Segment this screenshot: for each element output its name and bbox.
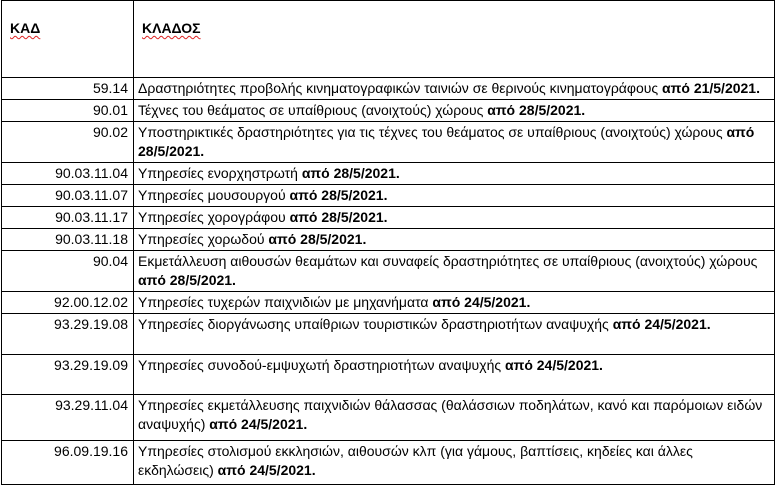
header-code: ΚΑΔ bbox=[2, 1, 134, 78]
table-row bbox=[2, 163, 775, 185]
row-description: Υπηρεσίες ενορχηστρωτή από 28/5/2021. bbox=[134, 163, 775, 185]
row-code: 92.00.12.02 bbox=[2, 292, 134, 314]
row-description: Υπηρεσίες συνοδού-εμψυχωτή δραστηριοτήτων αναψυχής από 24/5/2021. bbox=[134, 355, 775, 395]
row-code: 90.03.11.07 bbox=[2, 185, 134, 207]
header-row bbox=[2, 1, 775, 78]
row-code: 93.29.11.04 bbox=[2, 395, 134, 441]
table-row bbox=[2, 314, 775, 355]
row-description: Εκμετάλλευση αιθουσών θεαμάτων και συναφείς δραστηριότητες σε υπαίθριους (ανοιχτούς) χώρους από 28/5/2021. bbox=[134, 251, 775, 292]
row-description: Υπηρεσίες χορογράφου από 28/5/2021. bbox=[134, 207, 775, 229]
table-row bbox=[2, 292, 775, 314]
table-row bbox=[2, 78, 775, 100]
row-description: Υπηρεσίες χορωδού από 28/5/2021. bbox=[134, 229, 775, 251]
row-code: 90.04 bbox=[2, 251, 134, 292]
row-code: 90.03.11.18 bbox=[2, 229, 134, 251]
table-row bbox=[2, 122, 775, 163]
row-description: Υπηρεσίες στολισμού εκκλησιών, αιθουσών κλπ (για γάμους, βαπτίσεις, κηδείες και άλλες εκδηλώσεις) από 24/5/2021. bbox=[134, 441, 775, 485]
row-description: Υπηρεσίες τυχερών παιχνιδιών με μηχανήματα από 24/5/2021. bbox=[134, 292, 775, 314]
row-description: Δραστηριότητες προβολής κινηματογραφικών ταινιών σε θερινούς κινηματογράφους από 21/5/2021. bbox=[134, 78, 775, 100]
table-row bbox=[2, 251, 775, 292]
table-row bbox=[2, 441, 775, 485]
table-row bbox=[2, 355, 775, 395]
row-description: Τέχνες του θεάματος σε υπαίθριους (ανοιχτούς) χώρους από 28/5/2021. bbox=[134, 100, 775, 122]
row-description: Υπηρεσίες μουσουργού από 28/5/2021. bbox=[134, 185, 775, 207]
row-code: 90.02 bbox=[2, 122, 134, 163]
row-description: Υπηρεσίες εκμετάλλευσης παιχνιδιών θάλασσας (θαλάσσιων ποδηλάτων, κανό και παρόμοιων ειδών αναψυχής) από 24/5/2021. bbox=[134, 395, 775, 441]
sectors-table bbox=[1, 0, 775, 485]
row-description: Υποστηρικτικές δραστηριότητες για τις τέχνες του θεάματος σε υπαίθριους (ανοιχτούς) χώρους από 28/5/2021. bbox=[134, 122, 775, 163]
row-code: 93.29.19.09 bbox=[2, 355, 134, 395]
table-row bbox=[2, 100, 775, 122]
row-code: 90.03.11.04 bbox=[2, 163, 134, 185]
table-row bbox=[2, 395, 775, 441]
table-row bbox=[2, 185, 775, 207]
row-code: 90.03.11.17 bbox=[2, 207, 134, 229]
table-row bbox=[2, 229, 775, 251]
row-code: 90.01 bbox=[2, 100, 134, 122]
table-row bbox=[2, 207, 775, 229]
row-description: Υπηρεσίες διοργάνωσης υπαίθριων τουριστικών δραστηριοτήτων αναψυχής από 24/5/2021. bbox=[134, 314, 775, 355]
row-code: 59.14 bbox=[2, 78, 134, 100]
row-code: 96.09.19.16 bbox=[2, 441, 134, 485]
row-code: 93.29.19.08 bbox=[2, 314, 134, 355]
header-sector: ΚΛΑΔΟΣ bbox=[134, 1, 775, 78]
